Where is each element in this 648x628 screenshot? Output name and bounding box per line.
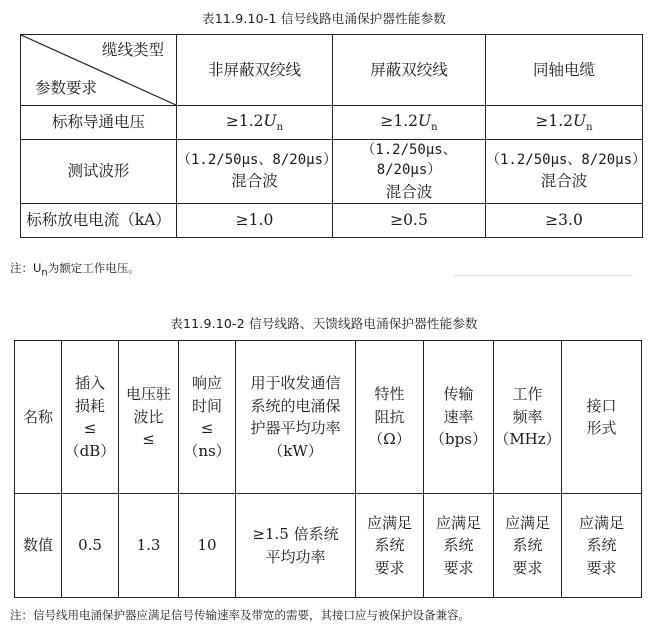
cell-line: （kW） <box>268 441 323 460</box>
cell-line: 响应 <box>191 374 222 392</box>
column-header <box>119 341 179 494</box>
table-cell <box>236 494 356 598</box>
row-label: 标称放电电流（kA） <box>21 204 177 238</box>
corner-bottom-label: 参数要求 <box>35 78 98 97</box>
table-cell <box>424 494 494 598</box>
cell-line: 应满足 <box>578 513 624 532</box>
row-label: 标称导通电压 <box>21 106 177 140</box>
cell-line: 护器平均功率 <box>250 419 341 437</box>
cell-line: 系统 <box>374 536 405 555</box>
cell-line: 要求 <box>443 558 474 577</box>
cell-line: 系统 <box>443 536 474 555</box>
column-header <box>62 341 119 494</box>
table-cell <box>179 494 236 598</box>
cell-line: 电压驻 <box>125 385 171 404</box>
cell-line: 传输 <box>443 385 474 404</box>
cell-line: （bps） <box>430 430 487 449</box>
table-cell <box>62 494 119 598</box>
column-header <box>562 341 642 494</box>
table-cell: ≥3.0 <box>486 204 643 238</box>
cell-line: （Ω） <box>368 430 411 449</box>
table-cell: $\ge 1.2U_n$ <box>177 106 333 140</box>
cell-line: 阻抗 <box>374 407 405 426</box>
cell-line: 形式 <box>586 419 617 437</box>
signal-spd-table <box>20 34 647 238</box>
column-header <box>179 341 236 494</box>
cell-line: 0.5 <box>78 536 102 555</box>
table1-caption: 表11.9.10-1 信号线路电涌保护器性能参数 <box>202 11 446 26</box>
cell-line: 要求 <box>586 558 617 577</box>
corner-header-cell <box>21 35 177 106</box>
feeder-spd-table <box>14 340 642 598</box>
cell-line: （dB） <box>64 441 116 460</box>
table-cell: $\ge 1.2U_n$ <box>333 106 486 140</box>
table-cell: $\ge 1.2U_n$ <box>486 106 643 140</box>
cell-line: 要求 <box>374 558 405 577</box>
cell-line: （ns） <box>183 441 231 460</box>
table-cell <box>356 494 424 598</box>
table-cell <box>494 494 562 598</box>
row-label: 测试波形 <box>21 140 177 204</box>
table-cell: （1.2/50μs、8/20μs） 混合波 <box>177 140 333 204</box>
cell-line: 插入 <box>74 374 105 392</box>
table2-caption: 表11.9.10-2 信号线路、天馈线路电涌保护器性能参数 <box>170 316 478 331</box>
cell-line: 10 <box>197 536 217 555</box>
cell-line: 1.3 <box>136 536 161 555</box>
cell-line: 名称 <box>22 407 53 426</box>
cell-line: ≥1.5 倍系统 <box>252 525 339 543</box>
cell-line: 频率 <box>512 407 543 426</box>
corner-top-label: 缆线类型 <box>101 41 164 59</box>
cell-line: 系统 <box>586 536 617 555</box>
cell-line: 损耗 <box>74 396 105 415</box>
cell-line: 特性 <box>374 385 405 404</box>
cell-line: 平均功率 <box>265 547 326 566</box>
table-cell: ≥0.5 <box>333 204 486 238</box>
cell-line: 接口 <box>586 396 617 415</box>
cell-line: 应满足 <box>504 513 550 532</box>
cell-line: 应满足 <box>435 513 481 532</box>
column-header <box>236 341 356 494</box>
cell-line: 时间 <box>191 396 222 415</box>
cell-line: ≤ <box>83 419 97 437</box>
cell-line: 应满足 <box>366 513 412 532</box>
column-header <box>494 341 562 494</box>
table-cell <box>119 494 179 598</box>
cell-line: 数值 <box>22 536 53 555</box>
table2-note: 注：信号线用电涌保护器应满足信号传输速率及带宽的需要，其接口应与被保护设备兼容。 <box>10 608 470 622</box>
divider-line <box>453 275 633 276</box>
table-cell-label <box>15 494 62 598</box>
cell-line: ≤ <box>200 419 214 437</box>
table1-note: 注：$U_n$为额定工作电压。 <box>10 261 140 279</box>
cell-line: 速率 <box>443 407 474 426</box>
cell-line: 要求 <box>512 558 543 577</box>
table-cell: （1.2/50μs、8/20μs） 混合波 <box>333 140 486 204</box>
cell-line: 波比 <box>133 407 164 426</box>
column-header: 同轴电缆 <box>486 35 643 106</box>
cell-line: 用于收发通信 <box>250 374 341 392</box>
table-cell: （1.2/50μs、8/20μs） 混合波 <box>486 140 643 204</box>
table-cell: ≥1.0 <box>177 204 333 238</box>
column-header <box>356 341 424 494</box>
table-cell <box>562 494 642 598</box>
cell-line: 工作 <box>512 385 543 404</box>
cell-line: ≤ <box>142 430 155 449</box>
column-header-label <box>15 341 62 494</box>
cell-line: 系统的电涌保 <box>250 396 341 415</box>
column-header <box>424 341 494 494</box>
column-header: 屏蔽双绞线 <box>333 35 486 106</box>
cell-line: （MHz） <box>494 430 561 449</box>
column-header: 非屏蔽双绞线 <box>177 35 333 106</box>
cell-line: 系统 <box>512 536 543 555</box>
